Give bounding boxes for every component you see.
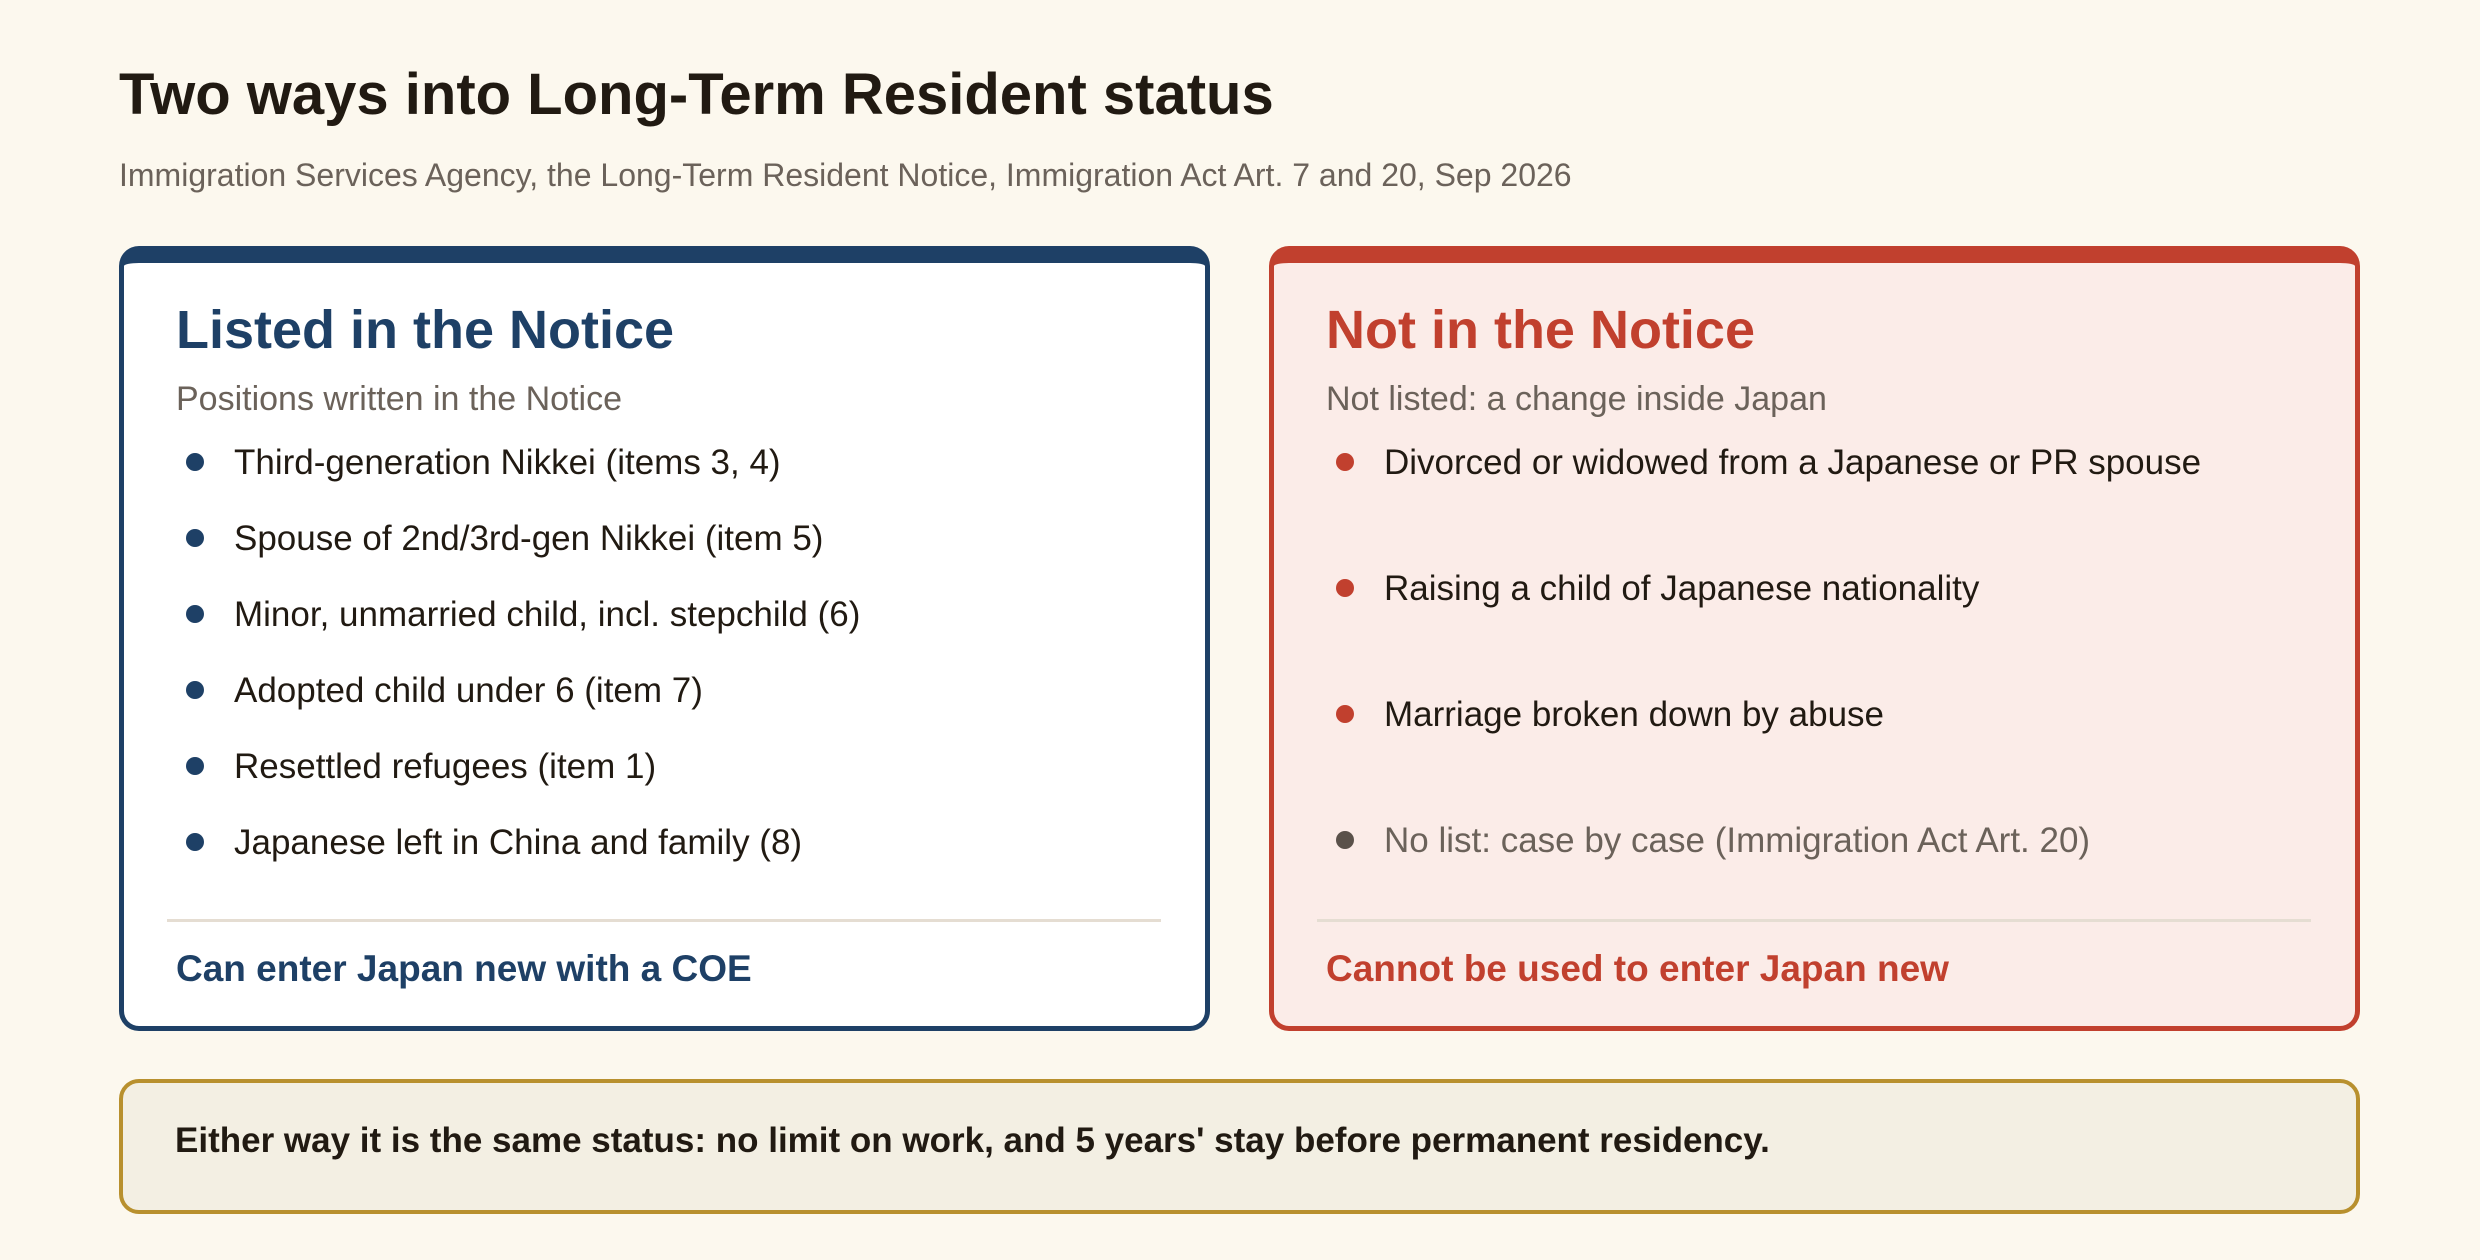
not-listed-item-label: Raising a child of Japanese nationality <box>1384 569 1980 608</box>
bullet-icon <box>186 757 204 775</box>
listed-item <box>186 822 802 864</box>
summary-note-text: Either way it is the same status: no limit on work, and 5 years' stay before permanent residency. <box>175 1121 1770 1160</box>
summary-note <box>119 1079 2360 1214</box>
listed-item <box>186 746 656 788</box>
listed-item-label: Spouse of 2nd/3rd-gen Nikkei (item 5) <box>234 519 824 558</box>
listed-card-divider <box>167 919 1161 922</box>
not-listed-card-subtitle: Not listed: a change inside Japan <box>1326 380 1827 418</box>
listed-item <box>186 442 781 484</box>
bullet-icon <box>1336 579 1354 597</box>
not-listed-item <box>1336 694 1884 736</box>
case-by-case-item <box>1336 820 2090 862</box>
listed-item-label: Japanese left in China and family (8) <box>234 823 803 862</box>
listed-item <box>186 594 860 636</box>
listed-item-label: Third-generation Nikkei (items 3, 4) <box>234 443 781 482</box>
bullet-icon <box>186 605 204 623</box>
bullet-icon <box>186 833 204 851</box>
not-listed-item-label: Marriage broken down by abuse <box>1384 695 1885 734</box>
listed-in-notice-card <box>119 246 1210 1031</box>
listed-item-label: Resettled refugees (item 1) <box>234 747 657 786</box>
case-by-case-label: No list: case by case (Immigration Act Art. 20) <box>1384 821 2091 860</box>
bullet-icon <box>1336 705 1354 723</box>
bullet-icon <box>186 681 204 699</box>
not-listed-card-title: Not in the Notice <box>1326 300 1755 360</box>
not-listed-item <box>1336 568 1979 610</box>
page-subtitle: Immigration Services Agency, the Long-Term Resident Notice, Immigration Act Art. 7 and 20, Sep 2026 <box>119 157 1572 193</box>
listed-card-footer: Can enter Japan new with a COE <box>176 948 752 989</box>
listed-item-label: Adopted child under 6 (item 7) <box>234 671 703 710</box>
listed-item <box>186 518 823 560</box>
not-listed-card-divider <box>1317 919 2311 922</box>
listed-item <box>186 670 703 712</box>
not-listed-item <box>1336 442 2201 484</box>
bullet-icon <box>1336 831 1354 849</box>
not-listed-item-label: Divorced or widowed from a Japanese or PR spouse <box>1384 443 2202 482</box>
listed-card-subtitle: Positions written in the Notice <box>176 380 622 418</box>
page-title: Two ways into Long-Term Resident status <box>119 62 1274 127</box>
bullet-icon <box>1336 453 1354 471</box>
bullet-icon <box>186 529 204 547</box>
not-listed-card-footer: Cannot be used to enter Japan new <box>1326 948 1949 989</box>
listed-item-label: Minor, unmarried child, incl. stepchild (6) <box>234 595 861 634</box>
not-in-notice-card <box>1269 246 2360 1031</box>
listed-card-title: Listed in the Notice <box>176 300 675 360</box>
bullet-icon <box>186 453 204 471</box>
